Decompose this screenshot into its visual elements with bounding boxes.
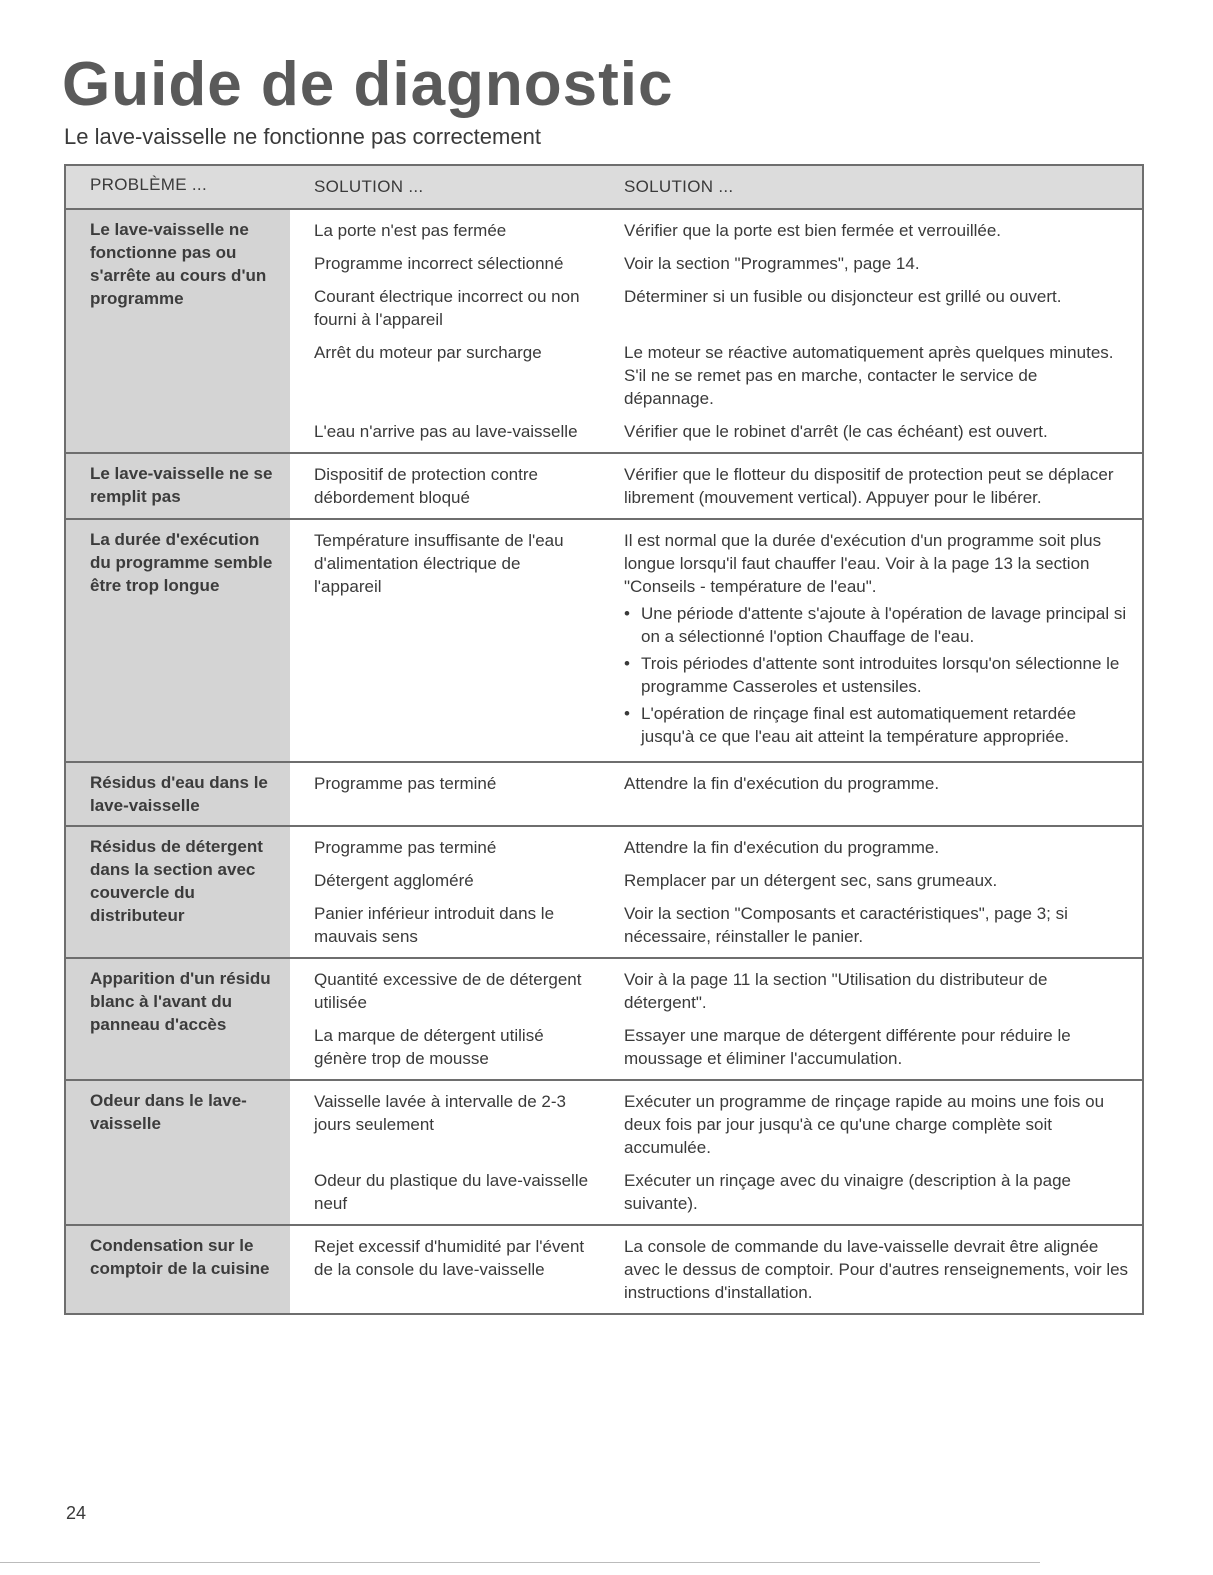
page-title: Guide de diagnostic bbox=[62, 50, 674, 119]
cause-cell bbox=[290, 827, 600, 863]
cause-solution-pair bbox=[290, 763, 1142, 804]
problem-cell bbox=[66, 454, 290, 518]
table-row bbox=[66, 1079, 1142, 1224]
problem-cell bbox=[66, 1226, 290, 1313]
solution-bullet bbox=[624, 602, 1130, 648]
solution-text: Voir à la page 11 la section "Utilisation du distributeur de détergent". bbox=[624, 970, 1048, 1012]
cause-solution-group bbox=[290, 827, 1142, 957]
table-header bbox=[66, 166, 1142, 208]
solution-cell bbox=[600, 1018, 1142, 1079]
problem-cell bbox=[66, 210, 290, 452]
cause-text: Courant électrique incorrect ou non fourni à l'appareil bbox=[314, 287, 580, 329]
solution-text: Attendre la fin d'exécution du programme. bbox=[624, 838, 940, 857]
cause-solution-pair bbox=[290, 1226, 1142, 1313]
solution-cell bbox=[600, 959, 1142, 1018]
cause-text: La porte n'est pas fermée bbox=[314, 221, 507, 240]
cause-solution-pair bbox=[290, 863, 1142, 896]
solution-bullet bbox=[624, 652, 1130, 698]
cause-text: Rejet excessif d'humidité par l'évent de la console du lave-vaisselle bbox=[314, 1237, 585, 1279]
solution-text: La console de commande du lave-vaisselle devrait être alignée avec le dessus de comptoir. Pour d'autres renseignements, voir les instructions d'installation. bbox=[624, 1237, 1129, 1302]
cause-text: Arrêt du moteur par surcharge bbox=[314, 343, 542, 362]
table-row bbox=[66, 825, 1142, 957]
problem-text: Condensation sur le comptoir de la cuisine bbox=[90, 1236, 270, 1278]
cause-solution-pair bbox=[290, 1081, 1142, 1163]
cause-cell bbox=[290, 763, 600, 804]
table-row bbox=[66, 452, 1142, 518]
bullet-icon: • bbox=[624, 604, 630, 623]
cause-solution-group bbox=[290, 454, 1142, 518]
bullet-text: Une période d'attente s'ajoute à l'opération de lavage principal si on a sélectionné l'option Chauffage de l'eau. bbox=[641, 604, 1127, 646]
cause-solution-pair bbox=[290, 210, 1142, 246]
solution-cell bbox=[600, 279, 1142, 335]
cause-text: Température insuffisante de l'eau d'alimentation électrique de l'appareil bbox=[314, 531, 564, 596]
cause-solution-group bbox=[290, 1226, 1142, 1313]
solution-cell bbox=[600, 1081, 1142, 1163]
solution-text: Exécuter un programme de rinçage rapide au moins une fois ou deux fois par jour jusqu'à ce qu'une charge complète soit accumulée. bbox=[624, 1092, 1105, 1157]
solution-text: Voir la section "Programmes", page 14. bbox=[624, 254, 920, 273]
cause-solution-group bbox=[290, 520, 1142, 761]
solution-cell bbox=[600, 1163, 1142, 1224]
cause-text: Quantité excessive de de détergent utilisée bbox=[314, 970, 582, 1012]
problem-text: Le lave-vaisselle ne se remplit pas bbox=[90, 464, 273, 506]
table-row bbox=[66, 208, 1142, 452]
cause-text: La marque de détergent utilisé génère trop de mousse bbox=[314, 1026, 544, 1068]
cause-solution-pair bbox=[290, 827, 1142, 863]
header-problem bbox=[66, 166, 290, 208]
solution-text: Déterminer si un fusible ou disjoncteur est grillé ou ouvert. bbox=[624, 287, 1062, 306]
header-cause-label: SOLUTION ... bbox=[314, 177, 424, 196]
cause-solution-pair bbox=[290, 454, 1142, 518]
cause-text: Vaisselle lavée à intervalle de 2-3 jours seulement bbox=[314, 1092, 566, 1134]
troubleshooting-table bbox=[64, 164, 1144, 1315]
solution-cell bbox=[600, 246, 1142, 279]
footer-divider bbox=[0, 1562, 1040, 1563]
cause-cell bbox=[290, 335, 600, 414]
header-cause bbox=[290, 166, 600, 208]
cause-solution-pair bbox=[290, 246, 1142, 279]
cause-text: Programme pas terminé bbox=[314, 838, 497, 857]
cause-cell bbox=[290, 454, 600, 518]
solution-text: Vérifier que le flotteur du dispositif de protection peut se déplacer librement (mouvement vertical). Appuyer pour le libérer. bbox=[624, 465, 1114, 507]
problem-text: La durée d'exécution du programme semble être trop longue bbox=[90, 530, 273, 595]
cause-cell bbox=[290, 246, 600, 279]
problem-text: Résidus d'eau dans le lave-vaisselle bbox=[90, 773, 268, 815]
bullet-text: L'opération de rinçage final est automatiquement retardée jusqu'à ce que l'eau ait atteint la température appropriée. bbox=[641, 704, 1077, 746]
cause-cell bbox=[290, 520, 600, 761]
solution-cell bbox=[600, 763, 1142, 804]
cause-cell bbox=[290, 1018, 600, 1079]
solution-cell bbox=[600, 414, 1142, 452]
problem-cell bbox=[66, 959, 290, 1079]
bullet-text: Trois périodes d'attente sont introduites lorsqu'on sélectionne le programme Casseroles et ustensiles. bbox=[641, 654, 1120, 696]
cause-text: Détergent aggloméré bbox=[314, 871, 474, 890]
solution-text: Attendre la fin d'exécution du programme. bbox=[624, 774, 940, 793]
header-solution-label: SOLUTION ... bbox=[624, 177, 734, 196]
table-row bbox=[66, 1224, 1142, 1313]
cause-cell bbox=[290, 896, 600, 957]
cause-solution-pair bbox=[290, 1018, 1142, 1079]
solution-cell bbox=[600, 210, 1142, 246]
solution-text: Vérifier que le robinet d'arrêt (le cas échéant) est ouvert. bbox=[624, 422, 1048, 441]
solution-cell bbox=[600, 827, 1142, 863]
cause-text: Panier inférieur introduit dans le mauvais sens bbox=[314, 904, 555, 946]
cause-cell bbox=[290, 863, 600, 896]
solution-bullet bbox=[624, 702, 1130, 748]
cause-solution-pair bbox=[290, 959, 1142, 1018]
cause-solution-pair bbox=[290, 414, 1142, 452]
solution-text: Essayer une marque de détergent différente pour réduire le moussage et éliminer l'accumulation. bbox=[624, 1026, 1071, 1068]
solution-text: Remplacer par un détergent sec, sans grumeaux. bbox=[624, 871, 998, 890]
cause-solution-pair bbox=[290, 896, 1142, 957]
solution-cell bbox=[600, 1226, 1142, 1313]
problem-text: Résidus de détergent dans la section avec couvercle du distributeur bbox=[90, 837, 263, 925]
solution-cell bbox=[600, 896, 1142, 957]
solution-bullet-list bbox=[624, 602, 1130, 748]
header-problem-label: PROBLÈME ... bbox=[90, 175, 207, 194]
solution-text: Le moteur se réactive automatiquement après quelques minutes. S'il ne se remet pas en marche, contacter le service de dépannage. bbox=[624, 343, 1114, 408]
cause-text: L'eau n'arrive pas au lave-vaisselle bbox=[314, 422, 578, 441]
solution-text: Exécuter un rinçage avec du vinaigre (description à la page suivante). bbox=[624, 1171, 1071, 1213]
page-number: 24 bbox=[66, 1503, 87, 1523]
table-body bbox=[66, 208, 1142, 1313]
problem-cell bbox=[66, 763, 290, 825]
solution-text: Vérifier que la porte est bien fermée et verrouillée. bbox=[624, 221, 1002, 240]
table-row bbox=[66, 518, 1142, 761]
cause-text: Programme incorrect sélectionné bbox=[314, 254, 564, 273]
problem-cell bbox=[66, 827, 290, 957]
cause-solution-pair bbox=[290, 279, 1142, 335]
page-subtitle: Le lave-vaisselle ne fonctionne pas correctement bbox=[64, 124, 541, 149]
problem-cell bbox=[66, 520, 290, 761]
cause-cell bbox=[290, 1226, 600, 1313]
solution-cell bbox=[600, 335, 1142, 414]
cause-text: Odeur du plastique du lave-vaisselle neuf bbox=[314, 1171, 589, 1213]
solution-cell bbox=[600, 863, 1142, 896]
solution-text: Voir la section "Composants et caractéristiques", page 3; si nécessaire, réinstaller le panier. bbox=[624, 904, 1068, 946]
cause-cell bbox=[290, 210, 600, 246]
header-solution bbox=[600, 166, 1142, 208]
solution-cell bbox=[600, 520, 1142, 761]
cause-solution-group bbox=[290, 959, 1142, 1079]
problem-text: Le lave-vaisselle ne fonctionne pas ou s'arrête au cours d'un programme bbox=[90, 220, 267, 308]
cause-solution-group bbox=[290, 210, 1142, 452]
cause-cell bbox=[290, 959, 600, 1018]
cause-cell bbox=[290, 1163, 600, 1224]
cause-text: Dispositif de protection contre débordement bloqué bbox=[314, 465, 538, 507]
problem-cell bbox=[66, 1081, 290, 1224]
cause-solution-pair bbox=[290, 1163, 1142, 1224]
solution-text: Il est normal que la durée d'exécution d'un programme soit plus longue lorsqu'il faut chauffer l'eau. Voir à la page 13 la section "Conseils - température de l'eau". bbox=[624, 531, 1102, 596]
problem-text: Odeur dans le lave-vaisselle bbox=[90, 1091, 247, 1133]
table-row bbox=[66, 957, 1142, 1079]
cause-solution-pair bbox=[290, 335, 1142, 414]
cause-solution-pair bbox=[290, 520, 1142, 761]
cause-cell bbox=[290, 414, 600, 452]
bullet-icon: • bbox=[624, 704, 630, 723]
problem-text: Apparition d'un résidu blanc à l'avant du panneau d'accès bbox=[90, 969, 271, 1034]
table-row bbox=[66, 761, 1142, 825]
solution-cell bbox=[600, 454, 1142, 518]
cause-solution-group bbox=[290, 763, 1142, 825]
cause-cell bbox=[290, 279, 600, 335]
cause-text: Programme pas terminé bbox=[314, 774, 497, 793]
cause-solution-group bbox=[290, 1081, 1142, 1224]
bullet-icon: • bbox=[624, 654, 630, 673]
cause-cell bbox=[290, 1081, 600, 1163]
